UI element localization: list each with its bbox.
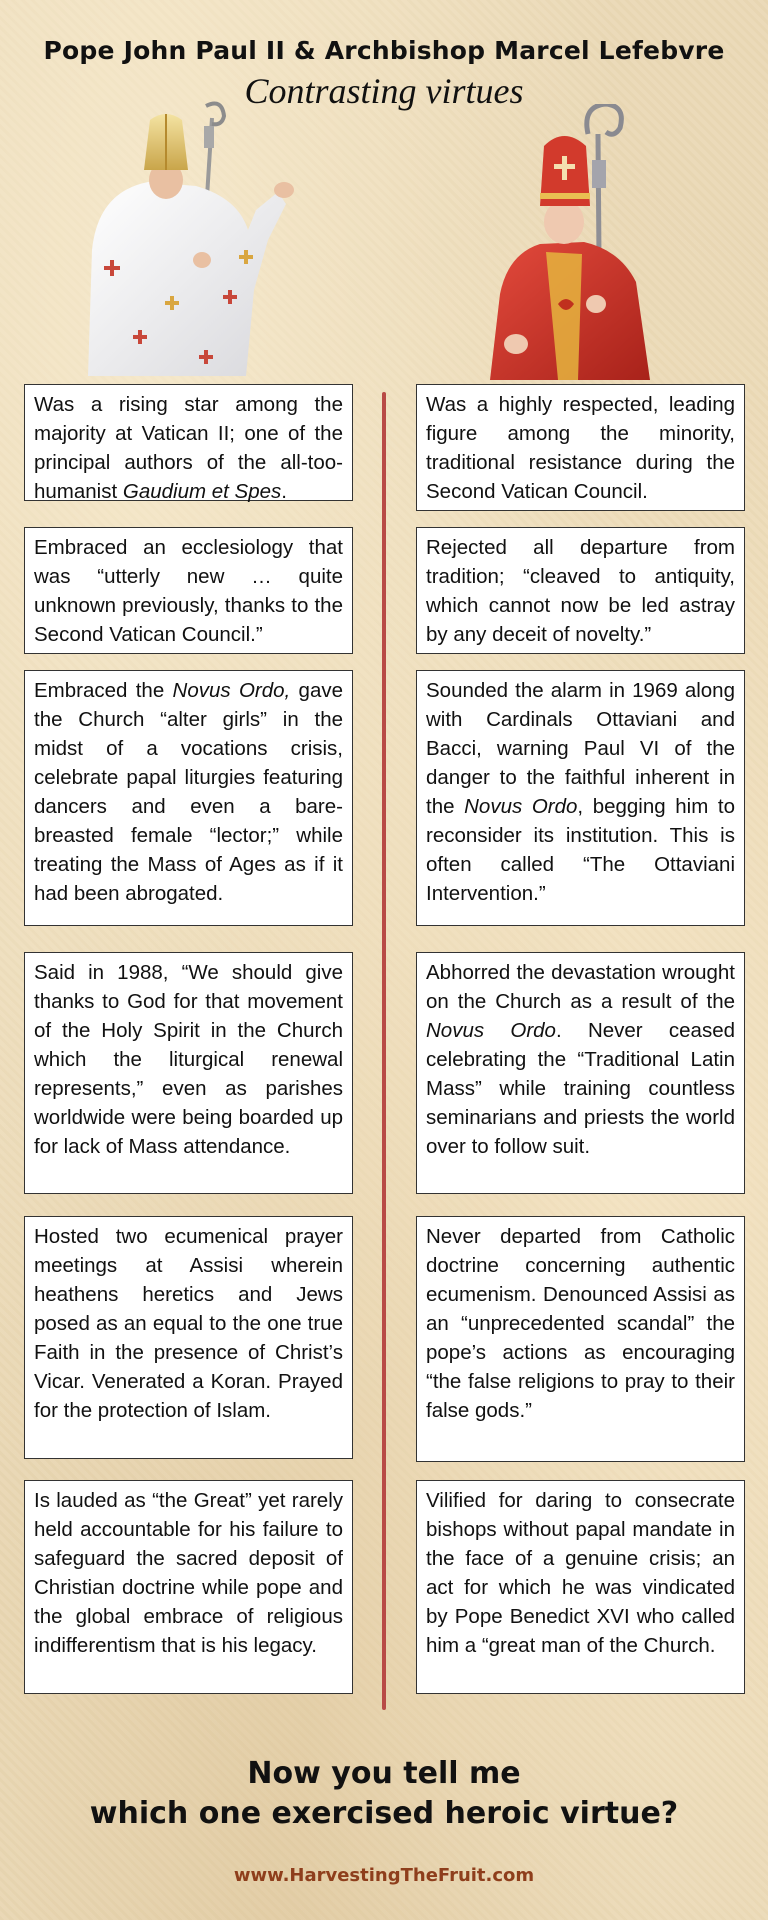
archbishop-lefebvre-portrait (486, 104, 666, 380)
box-text: Embraced the (34, 679, 173, 702)
box-text: Vilified for daring to consecrate bishops without papal mandate in the face of a genuine crisis; an act for which he was vindicated by Pope Benedict XVI who called him a “great man of the Church. (426, 1489, 735, 1657)
box-text: Rejected all departure from tradition; “cleaved to antiquity, which cannot now be led astray by any deceit of novelty.” (426, 536, 735, 646)
right-virtue-box-1 (416, 384, 745, 511)
box-text: Was a highly respected, leading figure among the minority, traditional resistance during the Second Vatican Council. (426, 393, 735, 503)
box-text-italic: Novus Ordo, (172, 679, 291, 702)
left-virtue-box-3 (24, 670, 353, 926)
closing-line-1: Now you tell me (247, 1756, 521, 1791)
right-virtue-box-3 (416, 670, 745, 926)
right-virtue-box-4 (416, 952, 745, 1194)
box-text: Abhorred the devastation wrought on the Church as a result of the (426, 961, 735, 1013)
page-subtitle: Contrasting virtues (244, 71, 524, 111)
right-virtue-box-6 (416, 1480, 745, 1694)
center-divider (382, 392, 386, 1710)
page-title: Pope John Paul II & Archbishop Marcel Lefebvre (43, 36, 725, 65)
footer-url-link[interactable]: www.HarvestingTheFruit.com (233, 1865, 535, 1886)
box-text: Sounded the alarm in 1969 along with Cardinals Ottaviani and Bacci, warning Paul VI of the danger to the faithful inherent in the (426, 679, 735, 818)
box-text-italic: Novus Ordo (464, 795, 578, 818)
left-virtue-box-6 (24, 1480, 353, 1694)
closing-line-2: which one exercised heroic virtue? (89, 1796, 679, 1831)
box-text-italic: Novus Ordo (426, 1019, 556, 1042)
box-text-italic: Gaudium et Spes (122, 480, 282, 503)
left-virtue-box-4 (24, 952, 353, 1194)
left-virtue-box-2 (24, 527, 353, 654)
box-text: Was a rising star among the majority at Vatican II; one of the principal authors of the all-too-humanist (34, 393, 343, 503)
box-text: Is lauded as “the Great” yet rarely held accountable for his failure to safeguard the sacred deposit of Christian doctrine while pope and the global embrace of religious indifferentism that is his legacy. (34, 1489, 343, 1657)
right-virtue-box-2 (416, 527, 745, 654)
box-text: Never departed from Catholic doctrine concerning authentic ecumenism. Denounced Assisi as an “unprecedented scandal” the pope’s actions as encouraging “the false religions to pray to their false gods.” (426, 1225, 735, 1422)
box-text: , begging him to reconsider its institution. This is often called “The Ottaviani Intervention.” (426, 795, 735, 905)
box-text: . Never ceased celebrating the “Traditional Latin Mass” while training countless seminarians and priests the world over to follow suit. (426, 1019, 735, 1158)
left-virtue-box-5 (24, 1216, 353, 1459)
box-text: . (281, 480, 287, 503)
box-text: gave the Church “alter girls” in the midst of a vocations crisis, celebrate papal liturgies featuring dancers and even a bare-breasted female “lector;” while treating the Mass of Ages as if it had been abrogated. (34, 679, 343, 905)
right-virtue-box-5 (416, 1216, 745, 1462)
closing-question (0, 1754, 768, 1834)
box-text: Embraced an ecclesiology that was “utterly new … quite unknown previously, thanks to the Second Vatican Council.” (34, 536, 343, 646)
left-virtue-box-1 (24, 384, 353, 501)
box-text: Said in 1988, “We should give thanks to God for that movement of the Holy Spirit in the Church which the liturgical renewal represents,” even as parishes worldwide were being boarded up for lack of Mass attendance. (34, 961, 343, 1158)
pope-john-paul-ii-portrait (78, 100, 304, 376)
box-text: Hosted two ecumenical prayer meetings at Assisi wherein heathens heretics and Jews posed as an equal to the one true Faith in the presence of Christ’s Vicar. Venerated a Koran. Prayed for the protection of Islam. (34, 1225, 343, 1422)
